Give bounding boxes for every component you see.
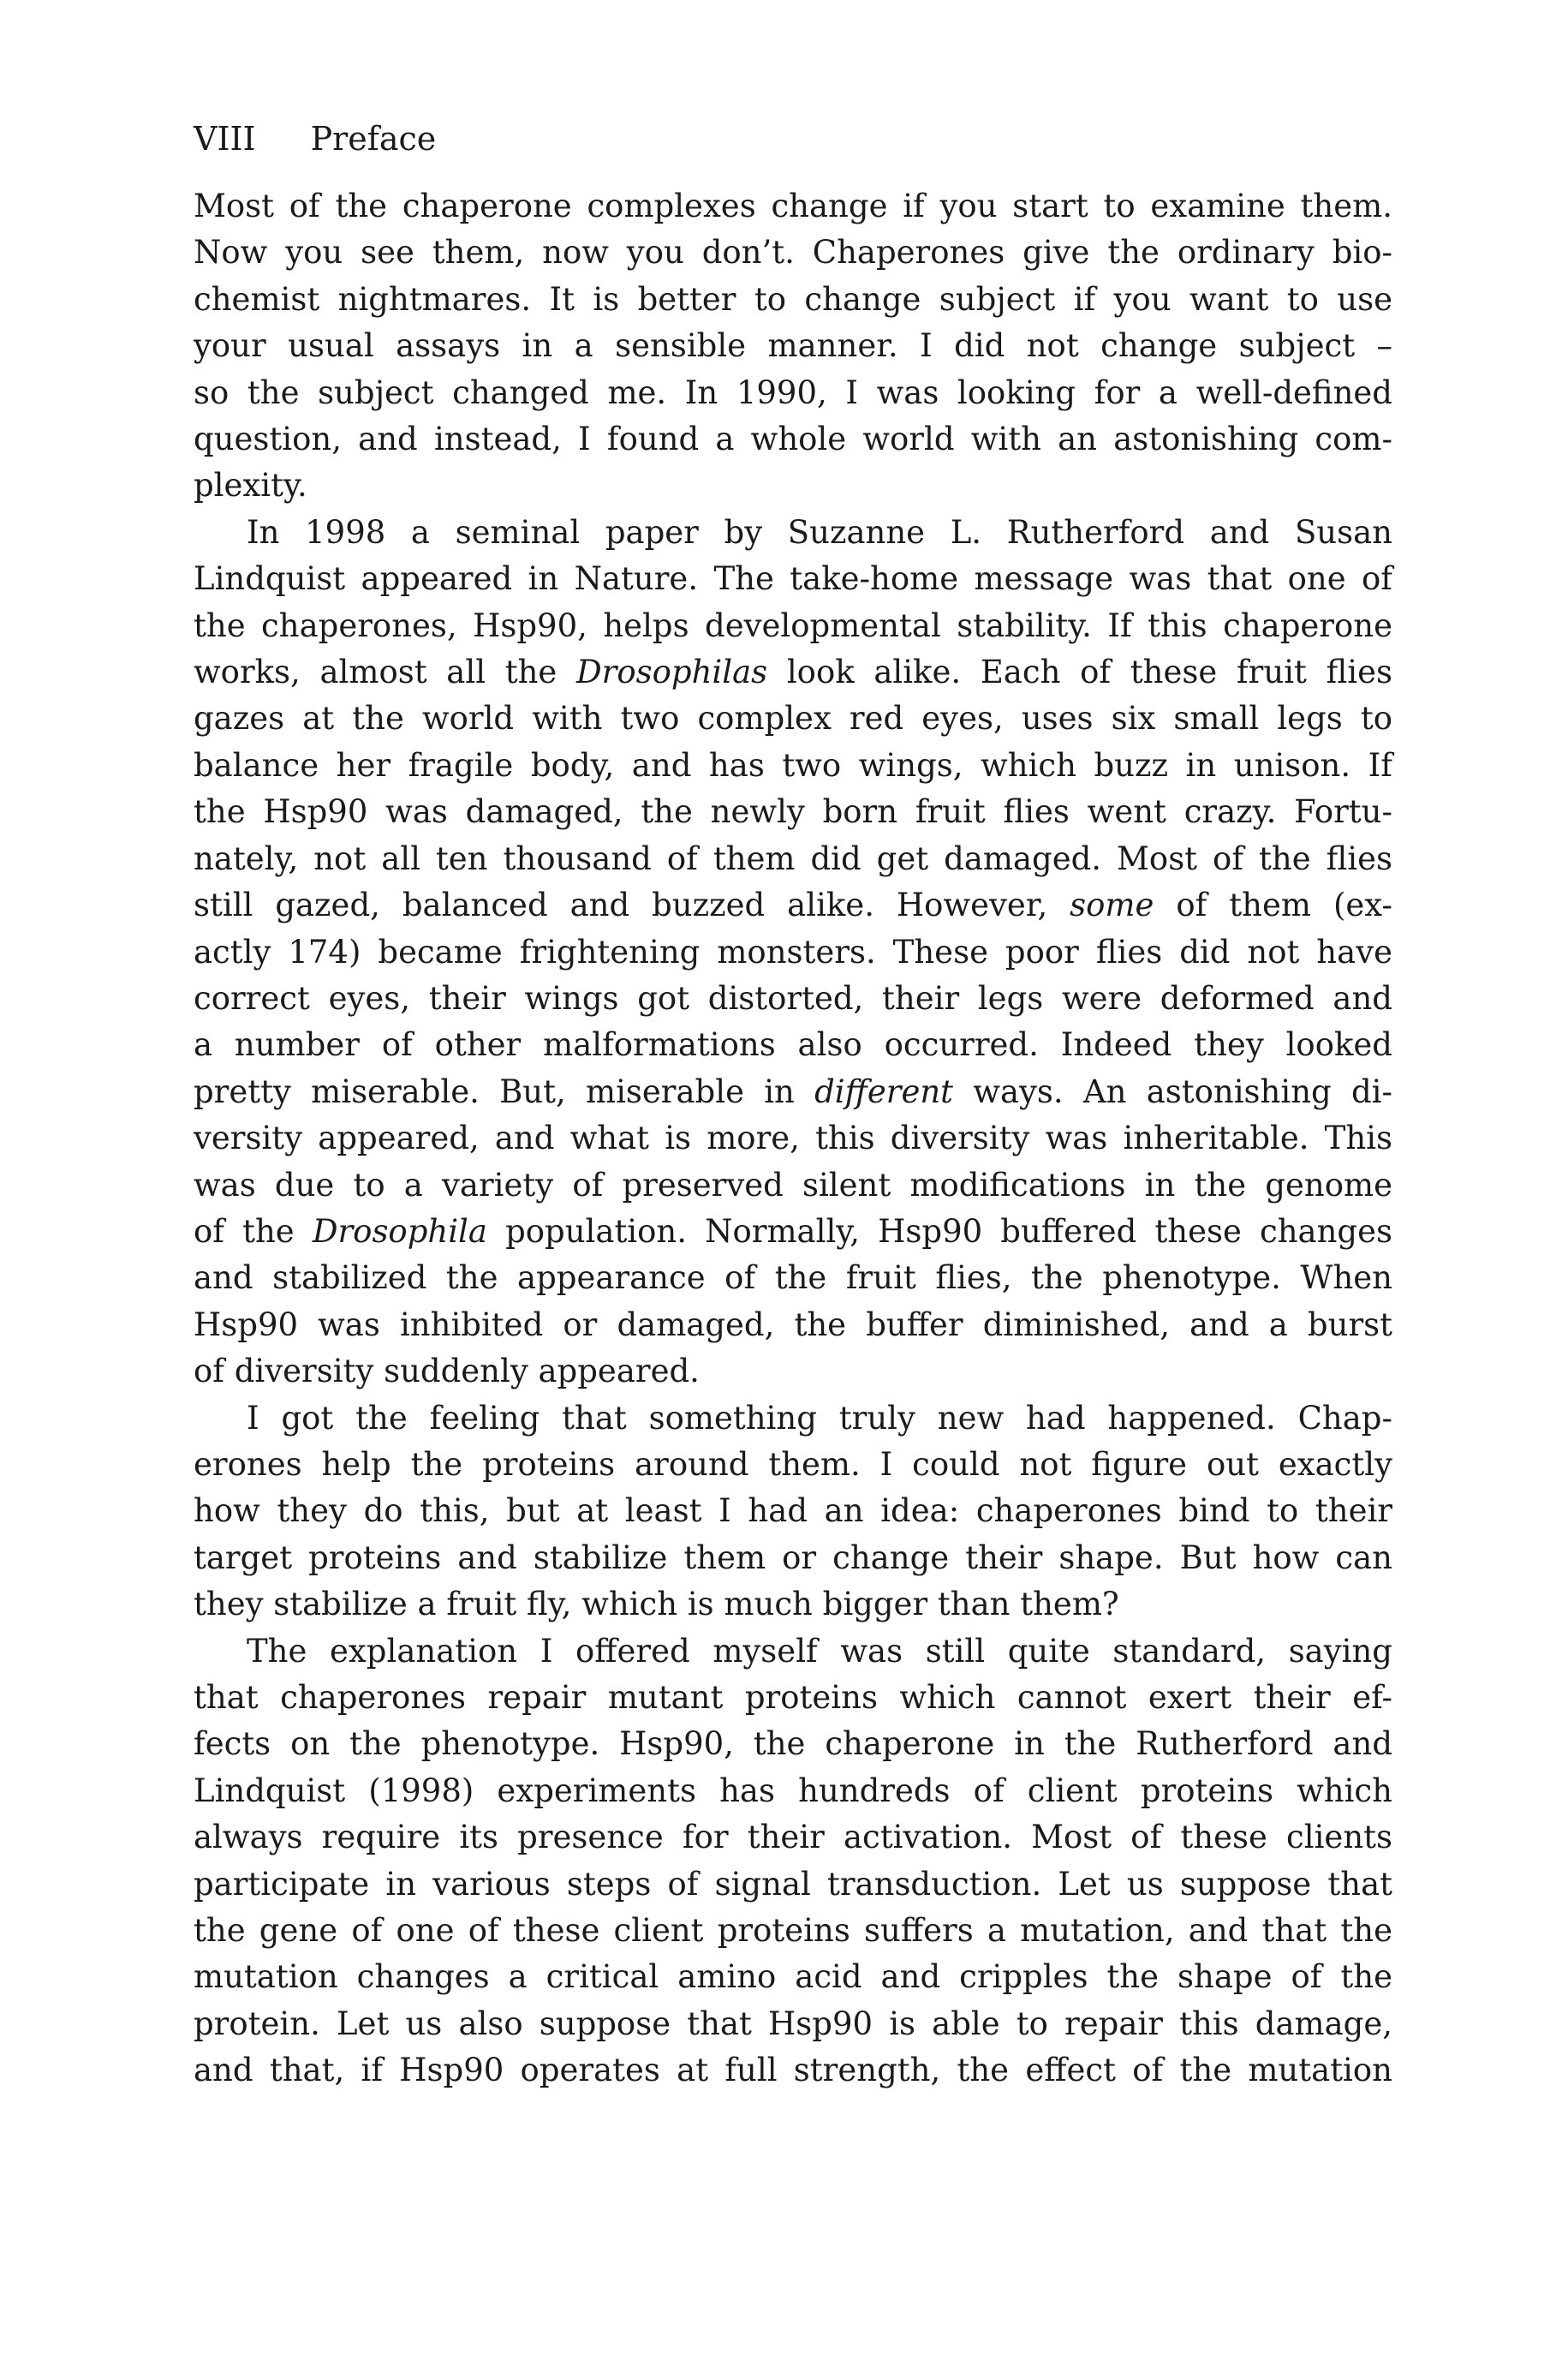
text-line [194,1861,1392,1908]
text-line [194,1488,1392,1534]
text-line [194,1768,1392,1814]
text-segment: always require its presence for their activation. Most of these clients [194,1819,1392,1856]
text-segment: Hsp90 was inhibited or damaged, the buffer diminished, and a burst [194,1306,1392,1343]
text-line [194,1442,1392,1488]
text-segment: question, and instead, I found a whole world with an astonishing com- [194,421,1392,458]
text-line [194,1908,1392,1954]
text-segment: I got the feeling that something truly new had happened. Chap- [247,1399,1392,1437]
text-segment: The explanation I offered myself was still quite standard, saying [247,1632,1392,1670]
text-segment: participate in various steps of signal transduction. Let us suppose that [194,1865,1392,1903]
text-line [194,1162,1392,1209]
text-line [194,1395,1392,1442]
text-segment: Lindquist appeared in Nature. The take-home message was that one of [194,560,1392,598]
text-segment: a number of other malformations also occurred. Indeed they looked [194,1026,1392,1064]
text-segment: the gene of one of these client proteins suffers a mutation, and that the [194,1912,1392,1950]
text-line [194,649,1392,696]
text-line [194,183,1392,230]
text-segment: so the subject changed me. In 1990, I was looking for a well-defined [194,373,1392,411]
text-line [194,556,1392,602]
text-line [194,1581,1392,1628]
text-segment: look alike. Each of these fruit flies [767,654,1392,691]
text-line [194,323,1392,369]
text-line [194,696,1392,742]
text-line [194,2001,1392,2047]
text-line [194,836,1392,882]
text-segment: your usual assays in a sensible manner. I did not change subject – [194,327,1392,365]
text-segment: was due to a variety of preserved silent modifications in the genome [194,1166,1392,1204]
text-segment: they stabilize a fruit fly, which is much bigger than them? [194,1586,1119,1623]
text-segment: of them (ex- [1154,887,1392,924]
text-segment: of diversity suddenly appeared. [194,1353,700,1390]
text-segment: Lindquist (1998) experiments has hundreds of client proteins which [194,1772,1392,1809]
text-segment: Now you see them, now you don’t. Chaperones give the ordinary bio- [194,234,1392,272]
text-segment: that chaperones repair mutant proteins which cannot exert their ef- [194,1679,1392,1716]
text-line [194,1721,1392,1767]
text-line [194,463,1392,509]
italic-text: Drosophila [312,1212,487,1250]
text-line [194,1209,1392,1255]
text-segment: how they do this, but at least I had an idea: chaperones bind to their [194,1492,1392,1530]
page-number: VIII [194,120,256,158]
text-line [194,1022,1392,1068]
text-line [194,1348,1392,1395]
text-line [194,2047,1392,2094]
running-head [194,113,436,164]
text-line [194,743,1392,789]
text-line [194,882,1392,929]
italic-text: Drosophilas [576,654,768,691]
text-line [194,1814,1392,1861]
text-segment: versity appeared, and what is more, this diversity was inheritable. This [194,1120,1392,1157]
body-text [194,183,1392,2094]
text-line [194,1675,1392,1721]
text-segment: actly 174) became frightening monsters. These poor flies did not have [194,933,1392,971]
text-line [194,510,1392,556]
text-segment: plexity. [194,467,307,505]
text-line [194,416,1392,463]
text-segment: still gazed, balanced and buzzed alike. However, [194,887,1070,924]
text-segment: and that, if Hsp90 operates at full strength, the effect of the mutation [194,2052,1392,2089]
text-line [194,1069,1392,1115]
text-line [194,1954,1392,2000]
text-line [194,1302,1392,1348]
text-line [194,230,1392,276]
text-segment: nately, not all ten thousand of them did get damaged. Most of the flies [194,839,1392,877]
text-line [194,789,1392,835]
text-segment: chemist nightmares. It is better to change subject if you want to use [194,280,1392,318]
text-line [194,1115,1392,1162]
text-segment: protein. Let us also suppose that Hsp90 is able to repair this damage, [194,2005,1392,2042]
text-segment: works, almost all the [194,654,577,691]
text-segment: mutation changes a critical amino acid and cripples the shape of the [194,1958,1392,1996]
text-segment: and stabilized the appearance of the fruit flies, the phenotype. When [194,1259,1392,1297]
text-segment: population. Normally, Hsp90 buffered these changes [486,1212,1392,1250]
text-segment: the chaperones, Hsp90, helps developmental stability. If this chaperone [194,606,1392,644]
text-line [194,1628,1392,1675]
text-segment: of the [194,1212,313,1250]
text-line [194,1255,1392,1301]
italic-text: different [814,1072,954,1110]
text-segment: correct eyes, their wings got distorted, their legs were deformed and [194,979,1392,1017]
text-segment: erones help the proteins around them. I could not figure out exactly [194,1445,1392,1483]
text-line [194,603,1392,649]
text-line [194,929,1392,976]
text-segment: pretty miserable. But, miserable in [194,1072,815,1110]
text-segment: gazes at the world with two complex red eyes, uses six small legs to [194,700,1392,738]
text-line [194,1535,1392,1581]
text-segment: balance her fragile body, and has two wings, which buzz in unison. If [194,746,1392,784]
italic-text: some [1070,887,1154,924]
text-segment: the Hsp90 was damaged, the newly born fruit flies went crazy. Fortu- [194,793,1392,831]
text-line [194,370,1392,416]
text-line [194,976,1392,1022]
text-segment: In 1998 a seminal paper by Suzanne L. Rutherford and Susan [247,513,1392,551]
running-head-title: Preface [310,120,437,158]
text-segment: Most of the chaperone complexes change if you start to examine them. [194,188,1392,224]
text-line [194,277,1392,323]
text-segment: ways. An astonishing di- [953,1072,1392,1110]
text-segment: fects on the phenotype. Hsp90, the chaperone in the Rutherford and [194,1725,1392,1763]
text-segment: target proteins and stabilize them or change their shape. But how can [194,1539,1392,1576]
